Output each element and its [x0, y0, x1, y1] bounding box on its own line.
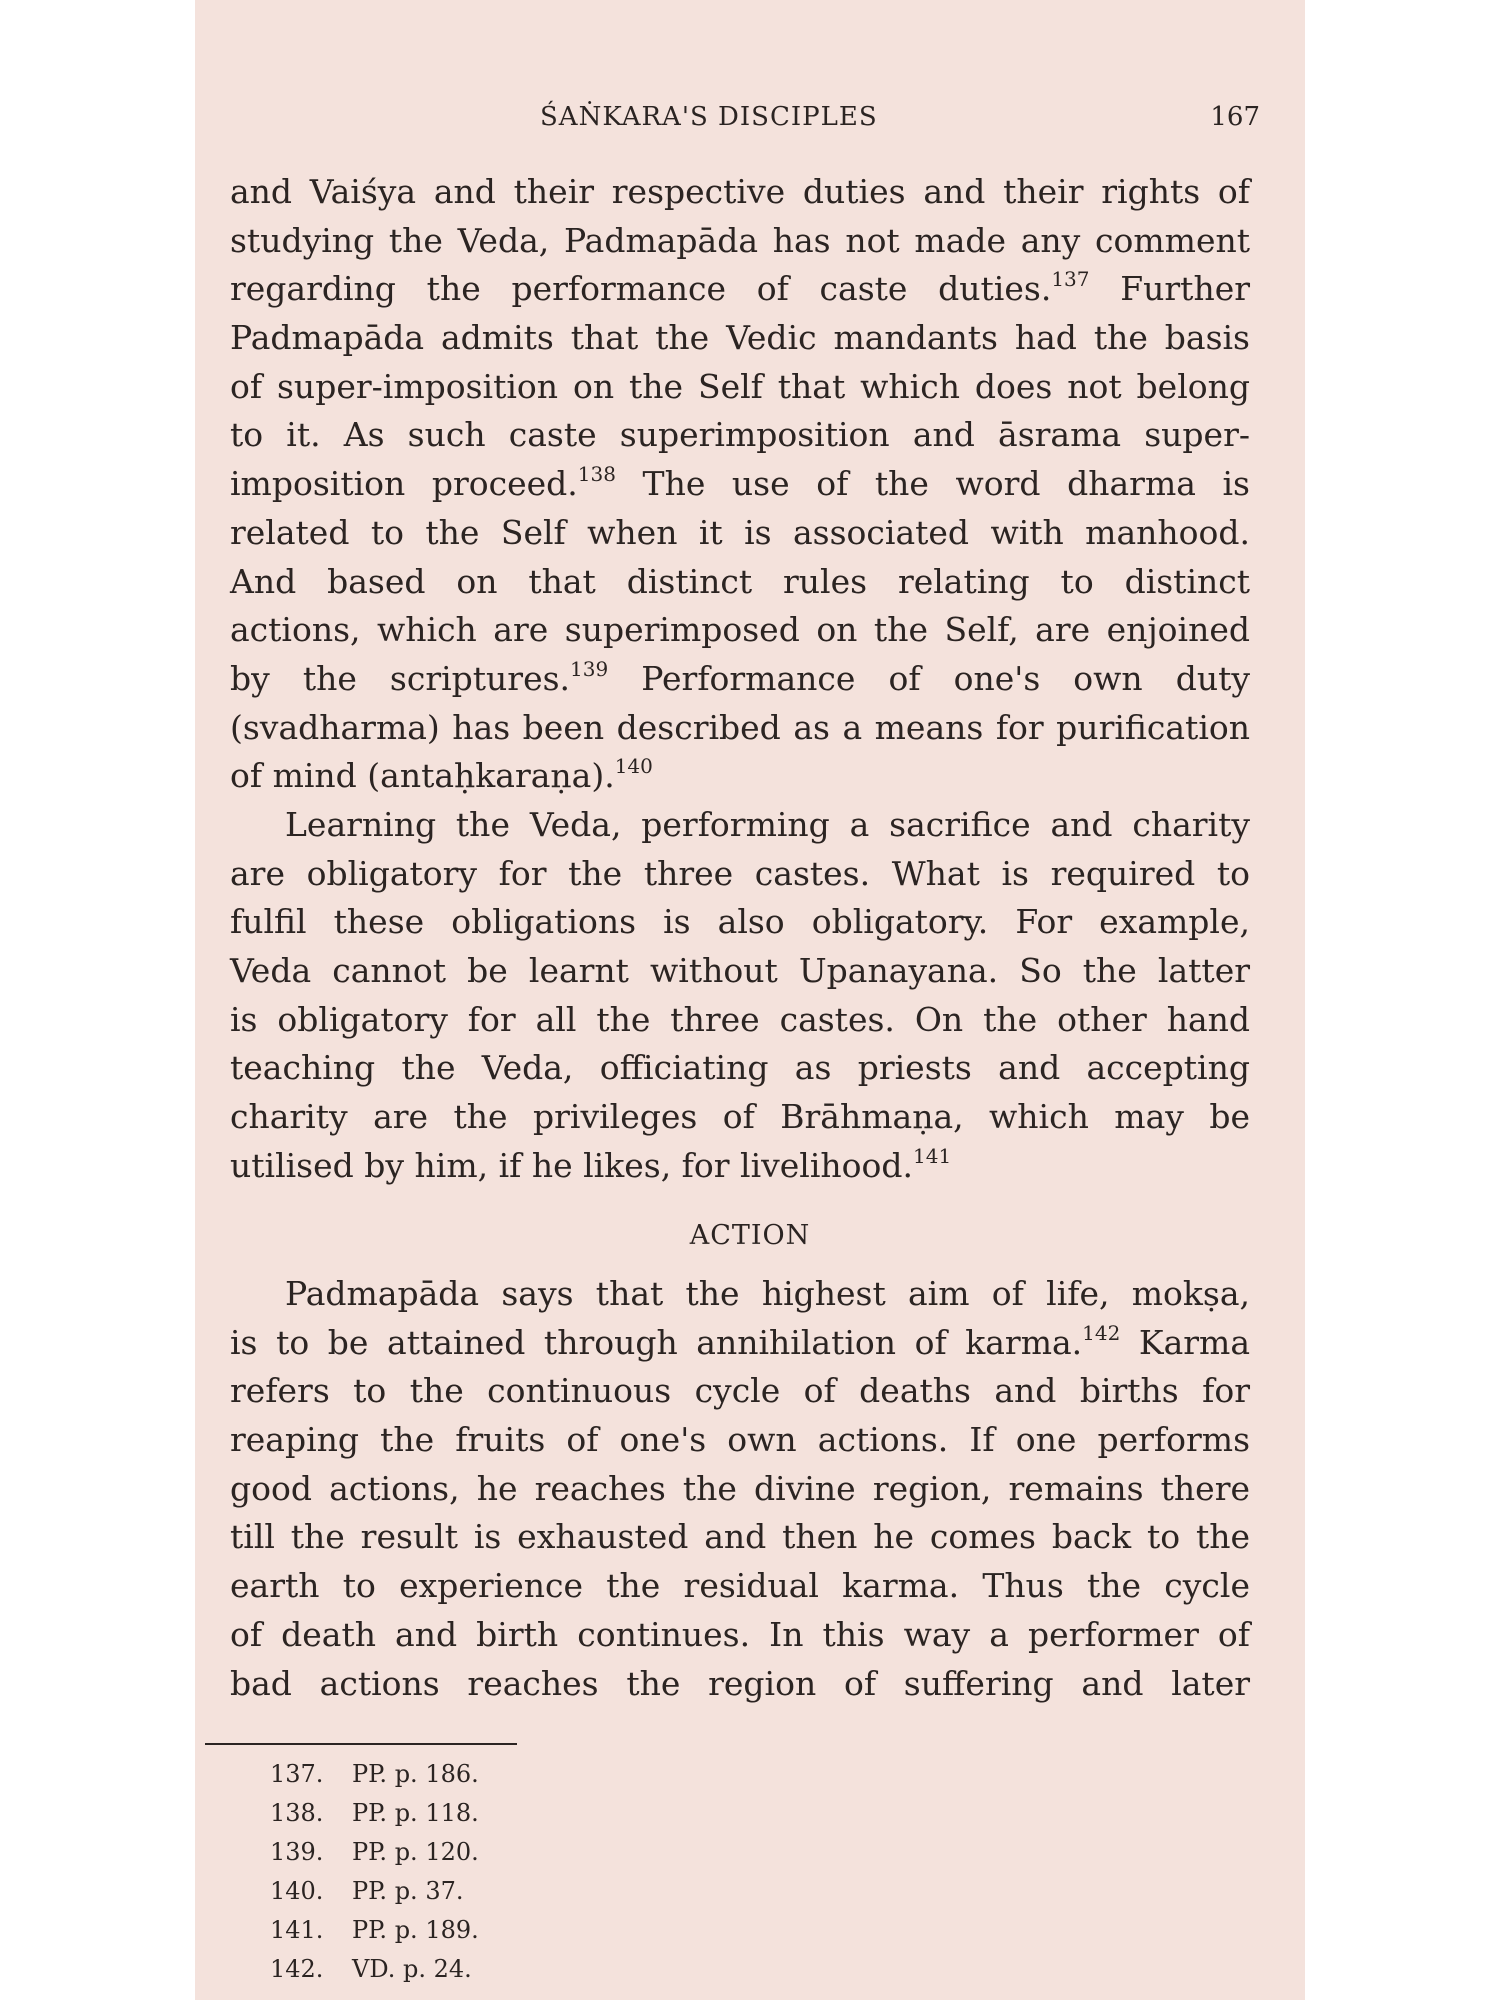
- footnote-item: [270, 1755, 770, 1794]
- footnote-divider: [205, 1743, 517, 1745]
- text-line: till the result is exhausted and then he comes back to the: [230, 1517, 1250, 1557]
- text-line: teaching the Veda, officiating as priests and accepting: [230, 1048, 1250, 1088]
- paragraph-2: [230, 801, 1250, 1191]
- text-line: and Vaiśya and their respective duties and their rights of: [230, 172, 1250, 211]
- footnote-item: [270, 1833, 770, 1872]
- footnote-number: 137.: [270, 1760, 324, 1788]
- text-line: is obligatory for all the three castes. On the other hand: [230, 999, 1250, 1039]
- text-line: related to the Self when it is associated with manhood.: [230, 512, 1250, 552]
- text-line: good actions, he reaches the divine region, remains there: [230, 1468, 1250, 1508]
- footnote-number: 140.: [270, 1877, 324, 1905]
- footnotes: [270, 1755, 770, 1989]
- footnote-text: PP. p. 118.: [352, 1799, 479, 1827]
- footnote-item: [270, 1872, 770, 1911]
- text-line: Padmapāda says that the highest aim of life, mokṣa,: [285, 1274, 1250, 1313]
- text-line: (svadharma) has been described as a means for purification: [230, 707, 1250, 747]
- footnote-ref: 139: [570, 656, 609, 681]
- text-line: bad actions reaches the region of suffering and later: [230, 1663, 1250, 1703]
- text-line: to it. As such caste superimposition and āsrama super-: [230, 415, 1250, 455]
- text-line: Veda cannot be learnt without Upanayana. So the latter: [230, 951, 1250, 990]
- footnote-item: [270, 1794, 770, 1833]
- footnote-ref: 141: [913, 1143, 952, 1168]
- text-line: are obligatory for the three castes. What is required to: [230, 853, 1250, 893]
- body-text: [230, 168, 1250, 1190]
- section-heading: ACTION: [689, 1220, 811, 1251]
- text-line: earth to experience the residual karma. Thus the cycle: [230, 1566, 1250, 1606]
- footnote-ref: 138: [577, 462, 616, 487]
- footnote-ref: 140: [614, 754, 653, 779]
- page-number: 167: [1210, 102, 1260, 132]
- text-line: utilised by him, if he likes, for livelihood.$^{141}$: [230, 1143, 952, 1185]
- text-line: imposition proceed.$^{138}$ The use of the word dharma is: [230, 462, 1250, 504]
- text-line: by the scriptures.$^{139}$ Performance of one's own duty: [230, 656, 1251, 698]
- book-page: [195, 0, 1305, 2000]
- footnote-text: PP. p. 120.: [352, 1838, 479, 1866]
- footnote-text: VD. p. 24.: [352, 1955, 472, 1983]
- text-line: regarding the performance of caste duties.$^{137}$ Further: [230, 267, 1251, 309]
- text-line: charity are the privileges of Brāhmaṇa, which may be: [230, 1097, 1250, 1137]
- footnote-text: PP. p. 37.: [352, 1877, 464, 1905]
- footnote-number: 139.: [270, 1838, 324, 1866]
- text-line: is to be attained through annihilation of karma.$^{142}$ Karma: [230, 1320, 1250, 1362]
- running-title: ŚAṄKARA'S DISCIPLES: [540, 102, 878, 132]
- footnote-item: [270, 1950, 770, 1989]
- text-line: And based on that distinct rules relating to distinct: [230, 561, 1250, 601]
- footnote-text: PP. p. 186.: [352, 1760, 479, 1788]
- text-line: refers to the continuous cycle of deaths and births for: [230, 1371, 1250, 1411]
- footnote-number: 142.: [270, 1955, 324, 1983]
- footnote-number: 141.: [270, 1916, 324, 1944]
- text-line: fulfil these obligations is also obligatory. For example,: [230, 902, 1250, 942]
- paragraph-1: [230, 168, 1250, 801]
- text-line: Padmapāda admits that the Vedic mandants had the basis: [230, 318, 1250, 358]
- text-line: of super-imposition on the Self that which does not belong: [230, 366, 1250, 406]
- footnote-ref: 137: [1051, 267, 1090, 292]
- footnote-text: PP. p. 189.: [352, 1916, 479, 1944]
- text-line: of death and birth continues. In this way a performer of: [230, 1614, 1250, 1654]
- text-line: reaping the fruits of one's own actions. If one performs: [230, 1420, 1250, 1460]
- section-text: [230, 1270, 1250, 1708]
- text-line: Learning the Veda, performing a sacrifice and charity: [285, 804, 1250, 844]
- text-line: of mind (antaḥkaraṇa).$^{140}$: [230, 754, 653, 796]
- text-line: actions, which are superimposed on the Self, are enjoined: [230, 610, 1250, 650]
- running-head: [195, 102, 1305, 142]
- footnote-ref: 142: [1082, 1320, 1121, 1345]
- footnote-number: 138.: [270, 1799, 324, 1827]
- text-line: studying the Veda, Padmapāda has not made any comment: [230, 220, 1250, 260]
- footnote-item: [270, 1911, 770, 1950]
